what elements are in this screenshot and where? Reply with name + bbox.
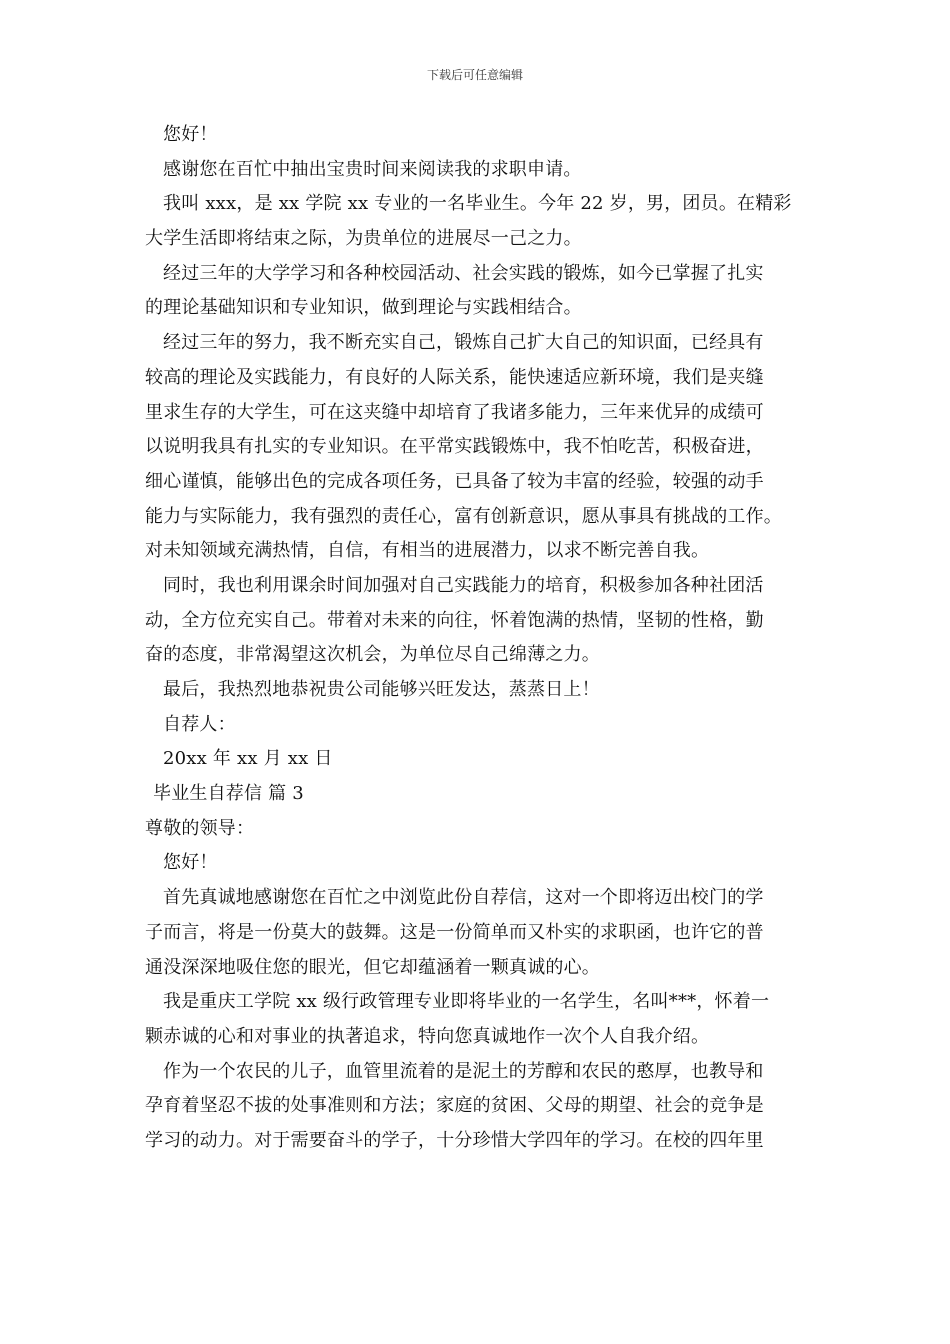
text-line: 较高的理论及实践能力，有良好的人际关系，能快速适应新环境，我们是夹缝: [145, 366, 764, 388]
text-line: 您好！: [163, 124, 218, 145]
text-line: 我是重庆工学院 xx 级行政管理专业即将毕业的一名学生，名叫***，怀着一: [163, 991, 770, 1013]
text-line: 学习的动力。对于需要奋斗的学子，十分珍惜大学四年的学习。在校的四年里: [145, 1129, 764, 1151]
text-line: 以说明我具有扎实的专业知识。在平常实践锻炼中，我不怕吃苦，积极奋进，: [145, 436, 764, 458]
page-header-note: 下载后可任意编辑: [426, 68, 523, 82]
text-line: 动，全方位充实自己。带着对未来的向往，怀着饱满的热情，坚韧的性格，勤: [145, 609, 764, 631]
text-line: 大学生活即将结束之际，为贵单位的进展尽一己之力。: [145, 228, 582, 250]
text-line: 奋的态度，非常渴望这次机会，为单位尽自己绵薄之力。: [145, 644, 600, 666]
text-line: 我叫 xxx，是 xx 学院 xx 专业的一名毕业生。今年 22 岁，男，团员。在精彩: [163, 193, 792, 215]
text-line: 同时，我也利用课余时间加强对自己实践能力的培育，积极参加各种社团活: [163, 574, 764, 596]
text-line: 尊敬的领导：: [145, 817, 255, 839]
text-line: 对未知领域充满热情，自信，有相当的进展潜力，以求不断完善自我。: [145, 540, 710, 562]
text-line: 颗赤诚的心和对事业的执著追求，特向您真诚地作一次个人自我介绍。: [145, 1025, 710, 1047]
text-line: 首先真诚地感谢您在百忙之中浏览此份自荐信，这对一个即将迈出校门的学: [163, 887, 764, 909]
text-line: 经过三年的大学学习和各种校园活动、社会实践的锻炼，如今已掌握了扎实: [163, 262, 764, 284]
text-line: 最后，我热烈地恭祝贵公司能够兴旺发达，蒸蒸日上！: [163, 679, 600, 700]
text-line: 毕业生自荐信 篇 3: [153, 783, 304, 805]
letter-body: [145, 118, 820, 1159]
text-line: 的理论基础知识和专业知识，做到理论与实践相结合。: [145, 297, 582, 319]
text-line: 子而言，将是一份莫大的鼓舞。这是一份简单而又朴实的求职函，也许它的普: [145, 921, 764, 943]
text-line: 自荐人：: [163, 713, 236, 735]
text-line: 细心谨慎，能够出色的完成各项任务，已具备了较为丰富的经验，较强的动手: [145, 470, 764, 492]
text-line: 里求生存的大学生，可在这夹缝中却培育了我诸多能力，三年来优异的成绩可: [145, 401, 764, 423]
text-line: 您好！: [163, 852, 218, 874]
text-line: 能力与实际能力，我有强烈的责任心，富有创新意识，愿从事具有挑战的工作。: [145, 505, 782, 527]
text-line: 20xx 年 xx 月 xx 日: [163, 748, 333, 770]
text-line: 感谢您在百忙中抽出宝贵时间来阅读我的求职申请。: [163, 158, 582, 180]
text-line: 经过三年的努力，我不断充实自己，锻炼自己扩大自己的知识面，已经具有: [163, 332, 764, 354]
text-line: 通没深深地吸住您的眼光，但它却蕴涵着一颗真诚的心。: [145, 956, 600, 978]
text-line: 作为一个农民的儿子，血管里流着的是泥土的芳醇和农民的憨厚，也教导和: [163, 1060, 764, 1082]
text-line: 孕育着坚忍不拔的处事准则和方法；家庭的贫困、父母的期望、社会的竞争是: [145, 1095, 764, 1117]
